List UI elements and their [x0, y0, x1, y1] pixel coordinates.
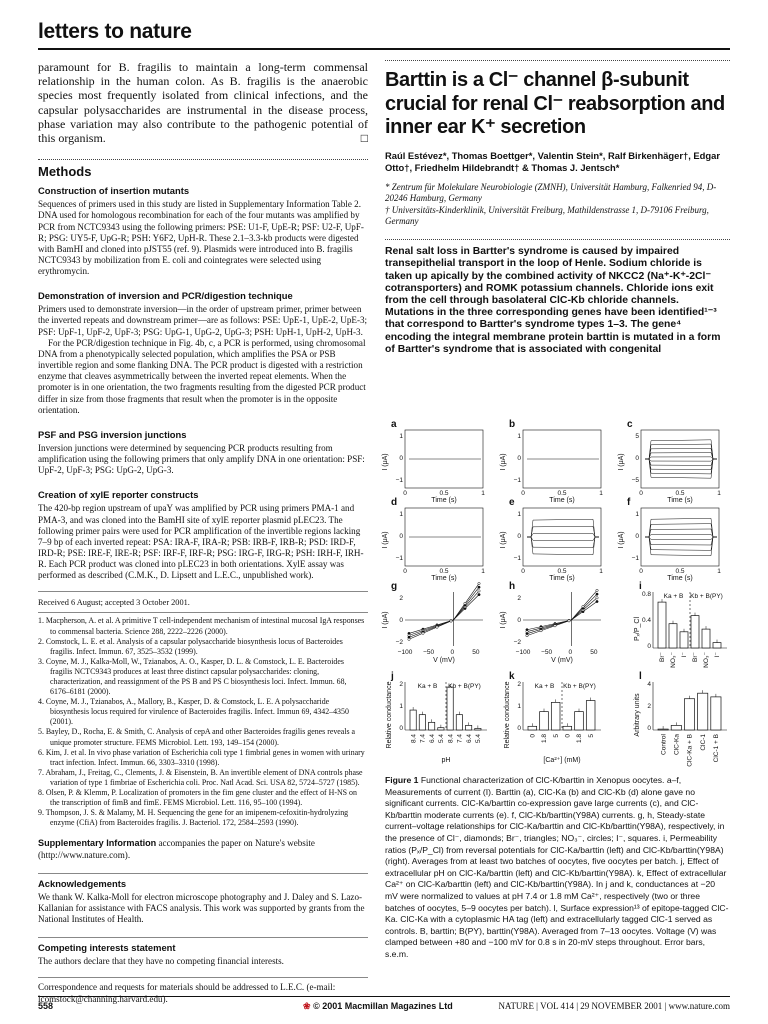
- x-tick-label: Br⁻: [659, 652, 667, 662]
- current-trace: [527, 519, 599, 537]
- bar-panel-j: [386, 671, 487, 764]
- x-tick-label: 6.4: [465, 734, 473, 744]
- current-trace: [645, 537, 717, 545]
- bar: [691, 616, 699, 648]
- y-tick-label: −1: [395, 477, 403, 484]
- x-tick-label: 50: [472, 649, 480, 656]
- masthead: letters to nature: [38, 20, 192, 43]
- intro-paragraph: [38, 60, 368, 145]
- current-trace: [527, 537, 599, 548]
- x-tick-label: 8.4: [447, 734, 455, 744]
- x-tick-label: Br⁻: [692, 652, 700, 662]
- panel-label: c: [627, 419, 633, 430]
- current-trace: [645, 537, 717, 540]
- panel-label: b: [509, 419, 516, 430]
- acknowledgements-text: We thank W. Kalka-Moll for electron microscope photography and J. Daley and S. Lazo-Kallanian for assistance with FACS analysis. This work was supported by grants from the National Institutes of Health.: [38, 891, 365, 925]
- references-list: [38, 612, 368, 828]
- panel-label: h: [509, 581, 516, 592]
- x-axis-label: Time (s): [431, 575, 457, 582]
- current-trace: [645, 440, 717, 459]
- trace-panel-c: [618, 419, 721, 504]
- panel-label: l: [639, 671, 642, 682]
- current-trace: [645, 534, 717, 537]
- x-tick-label: 0: [639, 490, 643, 497]
- page-number: 558: [38, 1001, 54, 1011]
- y-tick-label: −1: [513, 477, 521, 484]
- panel-label: i: [639, 581, 642, 592]
- current-trace: [645, 459, 717, 478]
- y-tick-label: 0: [635, 455, 639, 462]
- trace-panel-f: [618, 497, 721, 582]
- x-tick-label: 1: [717, 568, 721, 575]
- publisher-line: [303, 1001, 453, 1012]
- masthead-rule: [38, 48, 730, 50]
- section-paragraph: Primers used to demonstrate inversion—in the order of upstream primer, primer between the inverted repeats and downstream primer—are as follows: PSE: UpE-1, UpE-2, UpE-3; PSF: UpF-1, UpF-2, UpF-3; PSG: UpG-1, UpG-2, UpG-3; PSH: UpH-1, UpH-2, UpH-3.: [38, 304, 368, 337]
- iv-curve: [527, 602, 597, 630]
- bar: [702, 629, 710, 648]
- bar: [429, 722, 435, 730]
- reference-item: 7. Abraham, J., Freitag, C., Clements, J. & Eisenstein, B. An invertible element of DNA controls phase variation of type 1 fimbriae of Escherichia coli. Proc. Natl Acad. Sci. USA 82, 5724–5727 (1985).: [38, 767, 363, 787]
- section-heading: Construction of insertion mutants: [38, 185, 190, 197]
- iv-data-point: [596, 589, 598, 591]
- x-tick-label: 0.5: [439, 568, 449, 575]
- panel-label: a: [391, 419, 397, 430]
- y-tick-label: 1: [399, 511, 403, 518]
- section-heading: PSF and PSG inversion junctions: [38, 428, 187, 440]
- x-tick-label: 5: [587, 734, 595, 738]
- correspondence-text: Correspondence and requests for materials should be addressed to L.E.C. (e-mail: lcomstock@channing.harvard.edu).: [38, 977, 368, 1004]
- y-tick-label: 0: [517, 455, 521, 462]
- x-tick-label: NO₃⁻: [703, 652, 711, 668]
- iv-data-point: [478, 582, 480, 584]
- x-tick-label: 0: [529, 734, 537, 738]
- x-tick-label: 1: [599, 490, 603, 497]
- x-tick-label: 0: [403, 490, 407, 497]
- journal-info: NATURE | VOL 414 | 29 NOVEMBER 2001 | www.nature.com: [498, 1001, 730, 1011]
- bar: [669, 624, 677, 648]
- current-trace: [645, 459, 717, 465]
- y-tick-label: 1: [399, 433, 403, 440]
- supplementary-text: accompanies the paper on Nature's website (http://www.nature.com).: [38, 838, 315, 860]
- footer-rule: [38, 996, 730, 997]
- x-tick-label: ClC-1: [699, 734, 707, 751]
- x-axis-label: pH: [441, 757, 451, 764]
- bar-panel-i: [634, 581, 727, 668]
- bar: [438, 728, 444, 730]
- bar: [684, 699, 694, 730]
- y-tick-label: −1: [631, 555, 639, 562]
- bar: [575, 712, 584, 730]
- left-column: [38, 60, 368, 1005]
- reference-item: 9. Thompson, J. S. & Malamy, M. H. Sequencing the gene for an imipenem-cefoxitin-hydrolyzing enzyme (CfiA) from Bacteroides fragilis. J. Bacteriol. 172, 2584–2593 (1990).: [38, 808, 349, 828]
- panel-label: g: [391, 581, 398, 592]
- iv-data-point: [450, 620, 452, 622]
- bar: [671, 725, 681, 730]
- section-paragraph: Sequences of primers used in this study are listed in Supplementary Information Table 2. DNA used for homologous recombination for each of the four mutants was amplified by PCR from NCTC9343 using the following primers: PSE: U1-F, UpE-R; PSF: U2-F, UpF-R; PSG: UY5-F, UpG-R; PSH: Y6F2, UpH-R. These 2.1–3.3-kb products were digested with BamHI and cloned into pJST55 (ref. 9). Plasmids were introduced into B. fragilis NCTC9343 by mobilization from E. coli and cointegrates were selected using erythromycin.: [38, 199, 364, 277]
- bar: [711, 697, 721, 730]
- panel-label: d: [391, 497, 398, 508]
- y-axis-label: I (μA): [500, 611, 507, 629]
- x-tick-label: 0: [521, 568, 525, 575]
- received-dates: Received 6 August; accepted 3 October 2001.: [38, 591, 368, 608]
- iv-data-point: [436, 626, 438, 628]
- intro-text: paramount for B. fragilis to maintain a long-term commensal relationship in the human colon. As B. fragilis is the anaerobic species most frequently isolated from clinical infections, and the capsular polysaccharides are instrumental in the disease process, phase variation may also contribute to the pathogenic potential of this organism.: [38, 60, 368, 146]
- y-tick-label: −1: [395, 555, 403, 562]
- y-tick-label: 2: [647, 703, 651, 710]
- y-tick-label: 1: [517, 511, 521, 518]
- x-tick-label: 1: [481, 490, 485, 497]
- iv-curve: [409, 591, 479, 635]
- current-trace: [645, 537, 717, 550]
- x-tick-label: 0: [403, 568, 407, 575]
- y-tick-label: 0: [399, 533, 403, 540]
- x-tick-label: 50: [590, 649, 598, 656]
- x-axis-label: Time (s): [549, 575, 575, 582]
- bar: [698, 693, 708, 730]
- x-tick-label: 0: [450, 649, 455, 656]
- x-tick-label: −50: [423, 649, 435, 656]
- x-tick-label: −100: [515, 649, 531, 656]
- bar: [713, 643, 721, 648]
- y-axis-label: I (μA): [382, 611, 389, 629]
- bar: [410, 710, 416, 730]
- y-axis-label: I (μA): [500, 531, 507, 549]
- iv-data-point: [596, 600, 598, 602]
- figure-caption: [385, 775, 730, 961]
- y-axis-label: Relative conductance: [386, 681, 393, 749]
- end-mark: □: [360, 131, 368, 146]
- figure-1: [382, 418, 730, 767]
- x-tick-label: 0.5: [675, 490, 685, 497]
- x-axis-label: V (mV): [551, 657, 573, 664]
- current-trace: [645, 457, 717, 459]
- y-axis-label: I (μA): [618, 453, 625, 471]
- x-tick-label: 5.4: [438, 734, 446, 744]
- reference-item: 8. Olsen, P. & Klemm, P. Localization of promoters in the fim gene cluster and the effect of H-NS on the transcription of fimB and fimE. FEMS Microbiol. Lett. 116, 95–100 (1994).: [38, 788, 357, 808]
- x-tick-label: 1.8: [541, 734, 549, 744]
- abstract: Renal salt loss in Bartter's syndrome is caused by impaired transepithelial transport in the loop of Henle. Sodium chloride is taken up apically by the combined activity of NKCC2 (Na⁺-K⁺-2Cl⁻ cotransporters) and ROMK potassium channels. Chloride ions exit from the cell through basolateral ClC-Kb chloride channels. Mutations in the three corresponding genes have been identified¹⁻³ that correspond to Bartter's syndrome types 1–3. The gene⁴ encoding the integral membrane protein barttin is mutated in a form of Bartter's syndrome that is associated with congenital: [385, 239, 730, 356]
- y-tick-label: −2: [513, 639, 521, 646]
- publisher-logo: ❀: [303, 1001, 311, 1011]
- bar: [658, 602, 666, 648]
- iv-data-point: [464, 602, 466, 604]
- y-axis-label: I (μA): [382, 453, 389, 471]
- y-tick-label: 0: [399, 617, 403, 624]
- current-trace: [645, 453, 717, 459]
- y-tick-label: 1: [517, 433, 521, 440]
- current-trace: [645, 524, 717, 537]
- y-axis-label: Pₓ/P_Cl: [634, 616, 641, 642]
- y-tick-label: 5: [635, 433, 639, 440]
- group-label: Ka + B: [534, 683, 555, 690]
- plot-frame: [641, 508, 719, 566]
- y-tick-label: 2: [399, 595, 403, 602]
- affiliation: † Universitäts-Kinderklinik, Universität Freiburg, Mathildenstrasse 1, D-79106 Freiburg, Germany: [385, 204, 709, 226]
- section-paragraph: Inversion junctions were determined by sequencing PCR products resulting from amplification using the following primers that only amplify DNA in one orientation: PSF: UpF-2, UpF-3; PSG: UpG-2, UpG-3.: [38, 442, 365, 476]
- x-axis-label: V (mV): [433, 657, 455, 664]
- plot-frame: [641, 430, 719, 488]
- bar: [528, 726, 537, 730]
- y-tick-label: −2: [395, 639, 403, 646]
- methods-heading: Methods: [38, 159, 368, 179]
- reference-item: 4. Coyne, M. J., Tzianabos, A., Mallory, B., Kasper, D. & Comstock, L. E. A polysaccharide biosynthesis locus required for virulence of Bacteroides fragilis. Infect. Immun 69, 4342–4350 (2001).: [38, 697, 349, 727]
- reference-item: 3. Coyne, M. J., Kalka-Moll, W., Tzianabos, A. O., Kasper, D. L. & Comstock, L. E. Bacteroides fragilis NCTC9343 produces at least three distinct capsular polysaccharides: cloning, characterization, and reassignment of the PS B and PS C biosynthesis loci. Infect. Immun. 68, 6176–6181 (2000).: [38, 656, 347, 697]
- group-label: Ka + B: [417, 683, 438, 690]
- section-heading: Demonstration of inversion and PCR/digestion technique: [38, 290, 293, 302]
- x-tick-label: ClC-1 + B: [713, 734, 721, 763]
- y-tick-label: 0: [399, 725, 403, 732]
- trace-panel-a: [382, 419, 485, 504]
- y-tick-label: 1: [517, 703, 521, 710]
- bar: [475, 728, 481, 730]
- caption-head: Figure 1: [385, 775, 419, 785]
- y-tick-label: 0: [647, 643, 651, 650]
- reference-item: 2. Comstock, L. E. et al. Analysis of a capsular polysaccharide biosynthesis locus of Bacteroides fragilis. Infect. Immun. 67, 3525–3532 (1999).: [38, 636, 343, 656]
- x-tick-label: 0.5: [675, 568, 685, 575]
- y-tick-label: 2: [517, 681, 521, 688]
- title-rule: [385, 60, 730, 61]
- iv-panel-g: [382, 581, 483, 664]
- group-label: Kb + B(PY): [448, 683, 481, 690]
- bar: [551, 702, 560, 730]
- trace-panel-e: [500, 497, 603, 582]
- x-tick-label: 8.4: [410, 734, 418, 744]
- x-tick-label: 7.4: [419, 734, 427, 744]
- iv-curve: [409, 584, 479, 640]
- y-tick-label: 0: [517, 617, 521, 624]
- group-label: Ka + B: [663, 593, 684, 600]
- current-traces: [382, 419, 721, 582]
- current-trace: [527, 537, 599, 555]
- competing-interests-heading: Competing interests statement: [38, 937, 368, 953]
- panel-label: k: [509, 671, 515, 682]
- x-tick-label: 0: [639, 568, 643, 575]
- reference-item: 1. Macpherson, A. et al. A primitive T cell-independent mechanism of intestinal mucosal IgA responses to commensal bacteria. Science 288, 2222–2226 (2000).: [38, 616, 365, 636]
- bar-charts: [386, 581, 727, 767]
- iv-data-point: [478, 590, 480, 592]
- panel-label: f: [627, 497, 631, 508]
- iv-data-point: [582, 605, 584, 607]
- x-tick-label: 0.5: [557, 568, 567, 575]
- x-tick-label: I⁻: [681, 652, 689, 658]
- iv-data-point: [526, 634, 528, 636]
- panel-label: j: [391, 671, 394, 682]
- publisher-text: © 2001 Macmillan Magazines Ltd: [313, 1001, 453, 1011]
- affiliation: * Zentrum für Molekulare Neurobiologie (ZMNH), Universität Hamburg, Falkenried 94, D-20246 Hamburg, Germany: [385, 181, 717, 204]
- y-tick-label: 0: [517, 533, 521, 540]
- x-tick-label: 5: [552, 734, 560, 738]
- x-tick-label: 1: [599, 568, 603, 575]
- iv-panel-h: [500, 581, 601, 664]
- current-trace: [645, 448, 717, 459]
- x-tick-label: −100: [397, 649, 413, 656]
- x-tick-label: 0.5: [439, 490, 449, 497]
- x-tick-label: 0: [568, 649, 573, 656]
- current-trace: [645, 459, 717, 470]
- trace-panel-b: [500, 419, 603, 504]
- bar: [680, 632, 688, 648]
- x-tick-label: 7.4: [456, 734, 464, 744]
- bar: [447, 687, 453, 730]
- y-tick-label: 2: [399, 681, 403, 688]
- reference-item: 6. Kim, J. et al. In vivo phase variation of Escherichia coli type 1 fimbrial genes in women with urinary tract infection. Infect. Immun. 66, 3303–3310 (1998).: [38, 747, 365, 767]
- reference-item: 5. Bayley, D., Rocha, E. & Smith, C. Analysis of cepA and other Bacteroides fragilis genes reveals a unique promoter structure. FEMS Microbiol. Lett. 193, 149–154 (2000).: [38, 727, 356, 747]
- panel-label: e: [509, 497, 515, 508]
- x-axis-label: Time (s): [667, 575, 693, 582]
- bar: [466, 725, 472, 730]
- bar: [419, 715, 425, 730]
- x-tick-label: Control: [660, 734, 668, 755]
- current-trace: [645, 529, 717, 537]
- x-tick-label: ClC-Ka + B: [686, 734, 694, 767]
- y-tick-label: 0.8: [641, 591, 651, 598]
- bar: [456, 715, 462, 730]
- iv-data-point: [568, 620, 570, 622]
- x-tick-label: 1: [481, 568, 485, 575]
- bar: [658, 729, 668, 730]
- bar: [586, 701, 595, 730]
- competing-interests-text: The authors declare that they have no competing financial interests.: [38, 956, 284, 967]
- x-tick-label: −50: [541, 649, 553, 656]
- supplementary-info: [38, 838, 368, 860]
- bar-panel-k: [504, 671, 601, 764]
- iv-data-point: [554, 625, 556, 627]
- bar: [540, 712, 549, 730]
- bar-panel-l: [634, 671, 727, 767]
- acknowledgements-heading: Acknowledgements: [38, 873, 368, 889]
- x-axis-label: Time (s): [431, 497, 457, 504]
- iv-data-point: [478, 586, 480, 588]
- iv-data-point: [540, 629, 542, 631]
- iv-plots: [382, 581, 601, 664]
- bar: [563, 726, 572, 730]
- iv-data-point: [422, 632, 424, 634]
- section-paragraph: The 420-bp region upstream of upaY was amplified by PCR using primers PMA-1 and PMA-3, and was cloned into the BamHI site of xylE reporter plasmid pLEC23. The following primer pairs were used for PCR amplification of the invertible regions lacking 7–9 bp of each inverted repeat: PSA: IRA-F, IRA-R; PSB: IRB-F, IRB-R; PSD: IRD-F, IRD-R; PSE: IRE-F, IRE-R; PSF: IRF-F, IRF-R; PSG: IRG-F, IRG-R; PSH: IRH-F, IRH-R. Each PCR product was cloned into pLEC23 in both orientations. XylE assay was performed as described (C.M.K., D. Lipsett and L.E.C., unpublished work).: [38, 503, 364, 581]
- y-axis-label: Relative conductance: [504, 681, 511, 749]
- trace-panel-d: [382, 497, 485, 582]
- y-tick-label: 0: [517, 725, 521, 732]
- y-tick-label: 1: [399, 703, 403, 710]
- x-tick-label: I⁻: [714, 652, 722, 658]
- group-label: Kb + B(PY): [563, 683, 596, 690]
- article-title: Barttin is a Cl⁻ channel β-subunit crucial for renal Cl⁻ reabsorption and inner ear K⁺ secretion: [385, 69, 725, 138]
- current-trace: [527, 533, 599, 537]
- x-tick-label: 0: [521, 490, 525, 497]
- right-column: [385, 60, 730, 356]
- x-tick-label: NO₃⁻: [670, 652, 678, 668]
- section-paragraph: For the PCR/digestion technique in Fig. 4b, c, a PCR is performed, using chromosomal DNA from a phenotypically selected population, which amplifies the PSA or PSB invertible region and some flanking DNA. The PCR product is digested with a restriction enzyme that cleaves asymmetrically between the inverted repeat elements. When the promoter is in one orientation, the two fragments resulting from the digested PCR product differ in size from those fragments that result when the promoter is in the opposite orientation.: [38, 337, 366, 415]
- y-tick-label: −5: [631, 477, 639, 484]
- group-label: Kb + B(PY): [690, 593, 723, 600]
- y-axis-label: Arbitrary units: [634, 693, 641, 737]
- y-axis-label: I (μA): [382, 531, 389, 549]
- y-tick-label: 1: [635, 511, 639, 518]
- y-tick-label: 0.4: [641, 617, 651, 624]
- current-trace: [527, 537, 599, 541]
- author-list: Raúl Estévez*, Thomas Boettger*, Valentin Stein*, Ralf Birkenhäger†, Edgar Otto†, Friedhelm Hildebrandt† & Thomas J. Jentsch*: [385, 149, 720, 173]
- y-axis-label: I (μA): [500, 453, 507, 471]
- x-axis-label: Time (s): [549, 497, 575, 504]
- x-tick-label: ClC-Ka: [673, 734, 681, 755]
- y-tick-label: 0: [399, 455, 403, 462]
- y-tick-label: 0: [647, 725, 651, 732]
- x-tick-label: 6.4: [428, 734, 436, 744]
- current-trace: [527, 526, 599, 537]
- iv-data-point: [596, 597, 598, 599]
- current-trace: [645, 459, 717, 461]
- x-tick-label: 1: [717, 490, 721, 497]
- y-tick-label: 0: [635, 533, 639, 540]
- y-axis-label: I (μA): [618, 531, 625, 549]
- x-tick-label: 0: [564, 734, 572, 738]
- x-axis-label: [Ca²⁺] (mM): [543, 757, 581, 764]
- iv-data-point: [596, 593, 598, 595]
- y-tick-label: −1: [513, 555, 521, 562]
- supplementary-head: Supplementary Information: [38, 838, 157, 849]
- caption-text: Functional characterization of ClC-K/barttin in Xenopus oocytes. a–f, Measurements of current (I). Barttin (a), ClC-Ka (b) and ClC-Kb (d) alone gave no significant currents. ClC-Ka/barttin co-expression gave large currents (c), and ClC-Kb/barttin moderate currents (e). f, ClC-Kb/barttin(Y98A) currents. g, h, Steady-state current–voltage relationships for ClC-Ka/barttin and ClC-Kb/barttin(Y98A), respectively, in the presence of Cl⁻, diamonds; Br⁻, triangles; NO₃⁻, circles; I⁻, squares. i, Permeability ratios (Pₓ/P_Cl) from reversal potentials for ClC-Ka/barttin (left) and ClC-Kb/barttin(Y98A) (right). Averages from at least two batches of oocytes, five oocytes per batch. j, Effect of extracellular pH on ClC-Ka/barttin (left) and ClC-Kb/barttin(Y98A). k, Effect of extracellular Ca²⁺ on ClC-Ka/barttin (left) and ClC-Kb/barttin(Y98A). In j and k, conductances at −20 mV were normalized to values at pH 7.4 or 1.8 mM Ca²⁺, respectively (two or three batches of oocytes, 5–9 oocytes per batch). l, Surface expression¹³ of epitope-tagged ClC-Ka. ClC-Ka with a cytoplasmic HA tag (left) and extracellularly tagged ClC-1 served as controls. B, barttin; B(PY), barttin(Y98A). Averaged from 7–13 oocytes. Voltage (V) was clamped between +80 and −100 mV for 0.8 s in 20-mV steps throughout. Error bars, s.e.m.: [385, 775, 729, 959]
- x-tick-label: 5.4: [475, 734, 483, 744]
- plot-frame: [523, 508, 601, 566]
- iv-curve: [409, 587, 479, 637]
- x-tick-label: 0.5: [557, 490, 567, 497]
- y-tick-label: 4: [647, 681, 651, 688]
- x-axis-label: Time (s): [667, 497, 693, 504]
- iv-data-point: [408, 638, 410, 640]
- section-heading: Creation of xylE reporter constructs: [38, 489, 199, 501]
- x-tick-label: 1.8: [576, 734, 584, 744]
- iv-data-point: [478, 593, 480, 595]
- y-tick-label: 2: [517, 595, 521, 602]
